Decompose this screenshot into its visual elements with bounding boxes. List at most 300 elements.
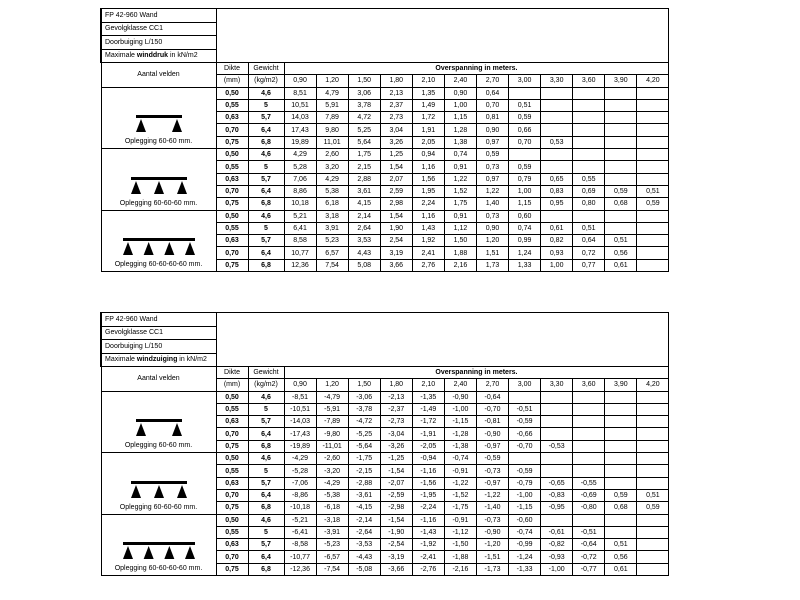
- value-cell: -4,43: [348, 551, 380, 563]
- value-cell: 0,82: [541, 235, 573, 247]
- value-cell: 0,51: [509, 99, 541, 111]
- value-cell: -1,92: [412, 539, 444, 551]
- value-cell: -7,54: [316, 563, 348, 575]
- value-cell: [637, 222, 669, 234]
- value-cell: [605, 112, 637, 124]
- value-cell: 3,18: [316, 210, 348, 222]
- weight-cell: 6,8: [248, 440, 284, 452]
- thickness-cell: 0,50: [216, 453, 248, 465]
- value-cell: -1,33: [509, 563, 541, 575]
- value-cell: 1,20: [476, 235, 508, 247]
- weight-cell: 6,4: [248, 489, 284, 501]
- value-cell: -1,20: [476, 539, 508, 551]
- value-cell: [637, 161, 669, 173]
- value-cell: -0,82: [541, 539, 573, 551]
- value-cell: 0,77: [573, 259, 605, 271]
- value-cell: 3,78: [348, 99, 380, 111]
- value-cell: -1,95: [412, 489, 444, 501]
- weight-cell: 5: [248, 526, 284, 538]
- value-cell: 0,90: [476, 124, 508, 136]
- support-label: Oplegging 60-60-60 mm.: [119, 199, 198, 207]
- value-cell: -1,54: [380, 514, 412, 526]
- value-cell: [637, 391, 669, 403]
- value-cell: -3,66: [380, 563, 412, 575]
- info-cell: [101, 353, 216, 367]
- value-cell: 0,70: [476, 99, 508, 111]
- value-cell: -3,78: [348, 403, 380, 415]
- value-cell: [637, 124, 669, 136]
- thickness-cell: 0,75: [216, 198, 248, 210]
- info-suffix: in kN/m2: [168, 52, 198, 60]
- value-cell: 0,93: [541, 247, 573, 259]
- value-cell: [605, 149, 637, 161]
- thickness-cell: 0,63: [216, 235, 248, 247]
- value-cell: [509, 87, 541, 99]
- info-cell: Doorbuiging L/150: [101, 340, 216, 354]
- info-prefix: Maximale: [105, 356, 137, 364]
- value-cell: -0,97: [476, 477, 508, 489]
- span-header: 3,60: [573, 379, 605, 391]
- value-cell: [509, 391, 541, 403]
- value-cell: -2,98: [380, 502, 412, 514]
- value-cell: [637, 87, 669, 99]
- data-table: [100, 312, 669, 576]
- value-cell: 1,90: [380, 222, 412, 234]
- value-cell: -1,16: [412, 465, 444, 477]
- support-triangle: [136, 119, 146, 132]
- value-cell: -0,72: [573, 551, 605, 563]
- value-cell: -5,23: [316, 539, 348, 551]
- value-cell: -3,06: [348, 391, 380, 403]
- value-cell: -0,51: [509, 403, 541, 415]
- value-cell: 2,98: [380, 198, 412, 210]
- value-cell: -3,18: [316, 514, 348, 526]
- value-cell: 0,59: [637, 198, 669, 210]
- value-cell: [637, 539, 669, 551]
- support-triangle: [164, 242, 174, 255]
- value-cell: 11,01: [316, 136, 348, 148]
- value-cell: 12,36: [284, 259, 316, 271]
- value-cell: [637, 149, 669, 161]
- value-cell: -1,51: [476, 551, 508, 563]
- span-header: 3,30: [541, 379, 573, 391]
- span-header: 1,80: [380, 75, 412, 87]
- beam-bar: [123, 542, 195, 545]
- thickness-cell: 0,75: [216, 136, 248, 148]
- value-cell: -3,19: [380, 551, 412, 563]
- value-cell: 0,91: [444, 210, 476, 222]
- value-cell: -0,95: [541, 502, 573, 514]
- value-cell: -0,74: [509, 526, 541, 538]
- value-cell: -2,13: [380, 391, 412, 403]
- value-cell: [573, 416, 605, 428]
- field-cell: [101, 391, 216, 452]
- thickness-cell: 0,55: [216, 526, 248, 538]
- value-cell: 2,15: [348, 161, 380, 173]
- info-bold: windzuiging: [136, 356, 178, 364]
- value-cell: 4,15: [348, 198, 380, 210]
- value-cell: -1,16: [412, 514, 444, 526]
- value-cell: -1,50: [444, 539, 476, 551]
- value-cell: -5,25: [348, 428, 380, 440]
- value-cell: 1,50: [444, 235, 476, 247]
- info-row: [101, 9, 669, 23]
- thickness-cell: 0,75: [216, 502, 248, 514]
- value-cell: -1,22: [444, 477, 476, 489]
- col-dikte-unit: (mm): [216, 379, 248, 391]
- value-cell: [605, 124, 637, 136]
- weight-cell: 5: [248, 403, 284, 415]
- value-cell: 3,04: [380, 124, 412, 136]
- support-diagram: [131, 174, 187, 196]
- value-cell: 0,51: [637, 185, 669, 197]
- value-cell: 1,16: [412, 161, 444, 173]
- value-cell: -2,59: [380, 489, 412, 501]
- support-triangle: [143, 242, 153, 255]
- value-cell: -3,91: [316, 526, 348, 538]
- value-cell: -7,89: [316, 416, 348, 428]
- beam-bar: [123, 238, 195, 241]
- value-cell: 1,25: [380, 149, 412, 161]
- value-cell: -1,15: [509, 502, 541, 514]
- thickness-cell: 0,50: [216, 87, 248, 99]
- value-cell: -10,77: [284, 551, 316, 563]
- value-cell: 0,55: [573, 173, 605, 185]
- value-cell: [541, 465, 573, 477]
- span-header: 1,80: [380, 379, 412, 391]
- span-header: 4,20: [637, 75, 669, 87]
- value-cell: 4,79: [316, 87, 348, 99]
- value-cell: 0,94: [412, 149, 444, 161]
- weight-cell: 4,6: [248, 391, 284, 403]
- value-cell: -1,00: [541, 563, 573, 575]
- value-cell: [605, 428, 637, 440]
- thickness-cell: 0,63: [216, 173, 248, 185]
- value-cell: [637, 440, 669, 452]
- value-cell: [637, 428, 669, 440]
- value-cell: 1,43: [412, 222, 444, 234]
- value-cell: [637, 247, 669, 259]
- value-cell: 0,53: [541, 136, 573, 148]
- value-cell: [541, 210, 573, 222]
- value-cell: -1,54: [380, 465, 412, 477]
- value-cell: 0,59: [509, 161, 541, 173]
- value-cell: 10,77: [284, 247, 316, 259]
- value-cell: 5,25: [348, 124, 380, 136]
- value-cell: [605, 136, 637, 148]
- value-cell: 0,65: [541, 173, 573, 185]
- value-cell: -2,41: [412, 551, 444, 563]
- data-table: [100, 8, 669, 272]
- windzuiging-table: [100, 312, 668, 576]
- thickness-cell: 0,50: [216, 210, 248, 222]
- value-cell: -1,73: [476, 563, 508, 575]
- field-cell: [101, 149, 216, 210]
- value-cell: [541, 87, 573, 99]
- value-cell: [573, 87, 605, 99]
- value-cell: [541, 99, 573, 111]
- value-cell: [637, 551, 669, 563]
- weight-cell: 6,4: [248, 551, 284, 563]
- col-gewicht: Gewicht: [248, 63, 284, 75]
- weight-cell: 5,7: [248, 112, 284, 124]
- support-triangle: [123, 242, 133, 255]
- value-cell: [605, 173, 637, 185]
- col-gewicht-unit: (kg/m2): [248, 379, 284, 391]
- value-cell: 5,28: [284, 161, 316, 173]
- value-cell: [637, 416, 669, 428]
- thickness-cell: 0,55: [216, 161, 248, 173]
- thickness-cell: 0,63: [216, 477, 248, 489]
- support-diagram: [131, 478, 187, 500]
- value-cell: -1,75: [348, 453, 380, 465]
- thickness-cell: 0,70: [216, 428, 248, 440]
- value-cell: 0,56: [605, 247, 637, 259]
- value-cell: 0,72: [573, 247, 605, 259]
- value-cell: 0,60: [509, 210, 541, 222]
- value-cell: -10,18: [284, 502, 316, 514]
- value-cell: 2,76: [412, 259, 444, 271]
- support-diagram: [136, 416, 182, 438]
- value-cell: -2,07: [380, 477, 412, 489]
- value-cell: 1,22: [444, 173, 476, 185]
- value-cell: 4,43: [348, 247, 380, 259]
- value-cell: [637, 526, 669, 538]
- value-cell: 6,57: [316, 247, 348, 259]
- value-cell: 0,69: [573, 185, 605, 197]
- value-cell: 0,97: [476, 136, 508, 148]
- thickness-cell: 0,75: [216, 259, 248, 271]
- header-row: [101, 63, 669, 75]
- value-cell: [605, 222, 637, 234]
- support-label: Oplegging 60-60-60 mm.: [119, 503, 198, 511]
- value-cell: -3,26: [380, 440, 412, 452]
- thickness-cell: 0,55: [216, 222, 248, 234]
- beam-bar: [136, 419, 182, 422]
- value-cell: 5,64: [348, 136, 380, 148]
- value-cell: 9,80: [316, 124, 348, 136]
- weight-cell: 6,4: [248, 428, 284, 440]
- support-triangle: [136, 423, 146, 436]
- value-cell: [605, 526, 637, 538]
- value-cell: 5,38: [316, 185, 348, 197]
- value-cell: -1,52: [444, 489, 476, 501]
- value-cell: -4,15: [348, 502, 380, 514]
- span-header: 1,50: [348, 379, 380, 391]
- value-cell: 0,56: [605, 551, 637, 563]
- value-cell: -11,01: [316, 440, 348, 452]
- info-bold: winddruk: [136, 52, 169, 60]
- value-cell: [573, 112, 605, 124]
- value-cell: 1,24: [509, 247, 541, 259]
- value-cell: -2,88: [348, 477, 380, 489]
- value-cell: -0,61: [541, 526, 573, 538]
- value-cell: 2,05: [412, 136, 444, 148]
- value-cell: -4,29: [316, 477, 348, 489]
- value-cell: -8,86: [284, 489, 316, 501]
- info-cell: Gevolgklasse CC1: [101, 22, 216, 36]
- value-cell: [637, 99, 669, 111]
- value-cell: 0,73: [476, 210, 508, 222]
- value-cell: 1,15: [509, 198, 541, 210]
- value-cell: 2,59: [380, 185, 412, 197]
- col-dikte: Dikte: [216, 367, 248, 379]
- value-cell: 3,66: [380, 259, 412, 271]
- beam-bar: [136, 115, 182, 118]
- value-cell: [637, 453, 669, 465]
- value-cell: 3,26: [380, 136, 412, 148]
- value-cell: 0,59: [509, 112, 541, 124]
- value-cell: [541, 514, 573, 526]
- weight-cell: 5: [248, 99, 284, 111]
- value-cell: -5,28: [284, 465, 316, 477]
- value-cell: [605, 391, 637, 403]
- value-cell: 0,99: [509, 235, 541, 247]
- span-header: 3,60: [573, 75, 605, 87]
- value-cell: 7,06: [284, 173, 316, 185]
- overspanning-header: Overspanning in meters.: [284, 367, 669, 379]
- value-cell: [605, 477, 637, 489]
- value-cell: [605, 465, 637, 477]
- value-cell: 5,91: [316, 99, 348, 111]
- value-cell: 0,51: [605, 235, 637, 247]
- support-triangle: [131, 181, 141, 194]
- weight-cell: 6,8: [248, 259, 284, 271]
- value-cell: -2,24: [412, 502, 444, 514]
- value-cell: -1,28: [444, 428, 476, 440]
- value-cell: [573, 403, 605, 415]
- value-cell: -3,53: [348, 539, 380, 551]
- support-triangle: [172, 119, 182, 132]
- thickness-cell: 0,50: [216, 391, 248, 403]
- support-triangle: [154, 181, 164, 194]
- value-cell: -0,79: [509, 477, 541, 489]
- value-cell: -0,94: [412, 453, 444, 465]
- value-cell: 1,75: [444, 198, 476, 210]
- value-cell: [605, 416, 637, 428]
- col-gewicht-unit: (kg/m2): [248, 75, 284, 87]
- support-triangle: [123, 546, 133, 559]
- value-cell: -0,59: [476, 453, 508, 465]
- value-cell: -0,59: [509, 465, 541, 477]
- value-cell: 0,64: [476, 87, 508, 99]
- value-cell: 8,86: [284, 185, 316, 197]
- winddruk-table: [100, 8, 668, 272]
- value-cell: -2,37: [380, 403, 412, 415]
- value-cell: 0,51: [573, 222, 605, 234]
- value-cell: -5,21: [284, 514, 316, 526]
- value-cell: 0,51: [637, 489, 669, 501]
- weight-cell: 5,7: [248, 416, 284, 428]
- span-header: 0,90: [284, 379, 316, 391]
- thickness-cell: 0,55: [216, 465, 248, 477]
- value-cell: -9,80: [316, 428, 348, 440]
- value-cell: 2,60: [316, 149, 348, 161]
- value-cell: 2,64: [348, 222, 380, 234]
- value-cell: 0,59: [605, 185, 637, 197]
- value-cell: -2,54: [380, 539, 412, 551]
- value-cell: 1,16: [412, 210, 444, 222]
- span-header: 2,70: [476, 75, 508, 87]
- weight-cell: 4,6: [248, 453, 284, 465]
- weight-cell: 4,6: [248, 149, 284, 161]
- value-cell: [637, 112, 669, 124]
- value-cell: 0,66: [509, 124, 541, 136]
- support-triangle: [172, 423, 182, 436]
- value-cell: -0,74: [444, 453, 476, 465]
- value-cell: 7,89: [316, 112, 348, 124]
- weight-cell: 6,4: [248, 185, 284, 197]
- info-prefix: Maximale: [105, 52, 137, 60]
- value-cell: -1,88: [444, 551, 476, 563]
- value-cell: -2,14: [348, 514, 380, 526]
- weight-cell: 4,6: [248, 514, 284, 526]
- value-cell: [573, 99, 605, 111]
- support-label: Oplegging 60-60 mm.: [124, 442, 193, 450]
- value-cell: 1,33: [509, 259, 541, 271]
- value-cell: -0,93: [541, 551, 573, 563]
- value-cell: [637, 403, 669, 415]
- value-cell: 7,54: [316, 259, 348, 271]
- value-cell: -5,64: [348, 440, 380, 452]
- table-row: [101, 210, 669, 222]
- value-cell: 0,74: [444, 149, 476, 161]
- value-cell: -0,65: [541, 477, 573, 489]
- table-row: [101, 391, 669, 403]
- value-cell: [573, 465, 605, 477]
- value-cell: -0,90: [444, 391, 476, 403]
- value-cell: -19,89: [284, 440, 316, 452]
- span-header: 2,40: [444, 379, 476, 391]
- value-cell: 6,18: [316, 198, 348, 210]
- value-cell: 10,18: [284, 198, 316, 210]
- value-cell: 0,59: [605, 489, 637, 501]
- value-cell: -4,29: [284, 453, 316, 465]
- value-cell: [605, 453, 637, 465]
- value-cell: -0,64: [476, 391, 508, 403]
- support-diagram: [136, 112, 182, 134]
- value-cell: -1,75: [444, 502, 476, 514]
- value-cell: 0,61: [541, 222, 573, 234]
- value-cell: -2,73: [380, 416, 412, 428]
- value-cell: -12,36: [284, 563, 316, 575]
- beam-bar: [131, 177, 187, 180]
- value-cell: [637, 477, 669, 489]
- value-cell: -2,64: [348, 526, 380, 538]
- overspanning-header: Overspanning in meters.: [284, 63, 669, 75]
- value-cell: [573, 136, 605, 148]
- support-triangle: [164, 546, 174, 559]
- value-cell: 0,97: [476, 173, 508, 185]
- value-cell: 10,51: [284, 99, 316, 111]
- thickness-cell: 0,50: [216, 514, 248, 526]
- value-cell: -6,18: [316, 502, 348, 514]
- span-header: 3,30: [541, 75, 573, 87]
- value-cell: -2,16: [444, 563, 476, 575]
- value-cell: 1,51: [476, 247, 508, 259]
- support-label: Oplegging 60-60-60-60 mm.: [114, 261, 203, 269]
- support-label: Oplegging 60-60-60-60 mm.: [114, 565, 203, 573]
- thickness-cell: 0,70: [216, 185, 248, 197]
- support-diagram: [123, 539, 195, 561]
- value-cell: 4,72: [348, 112, 380, 124]
- span-header: 2,10: [412, 379, 444, 391]
- info-cell: FP 42-960 Wand: [101, 9, 216, 23]
- value-cell: [573, 124, 605, 136]
- support-label: Oplegging 60-60 mm.: [124, 138, 193, 146]
- value-cell: 8,58: [284, 235, 316, 247]
- value-cell: 0,51: [605, 539, 637, 551]
